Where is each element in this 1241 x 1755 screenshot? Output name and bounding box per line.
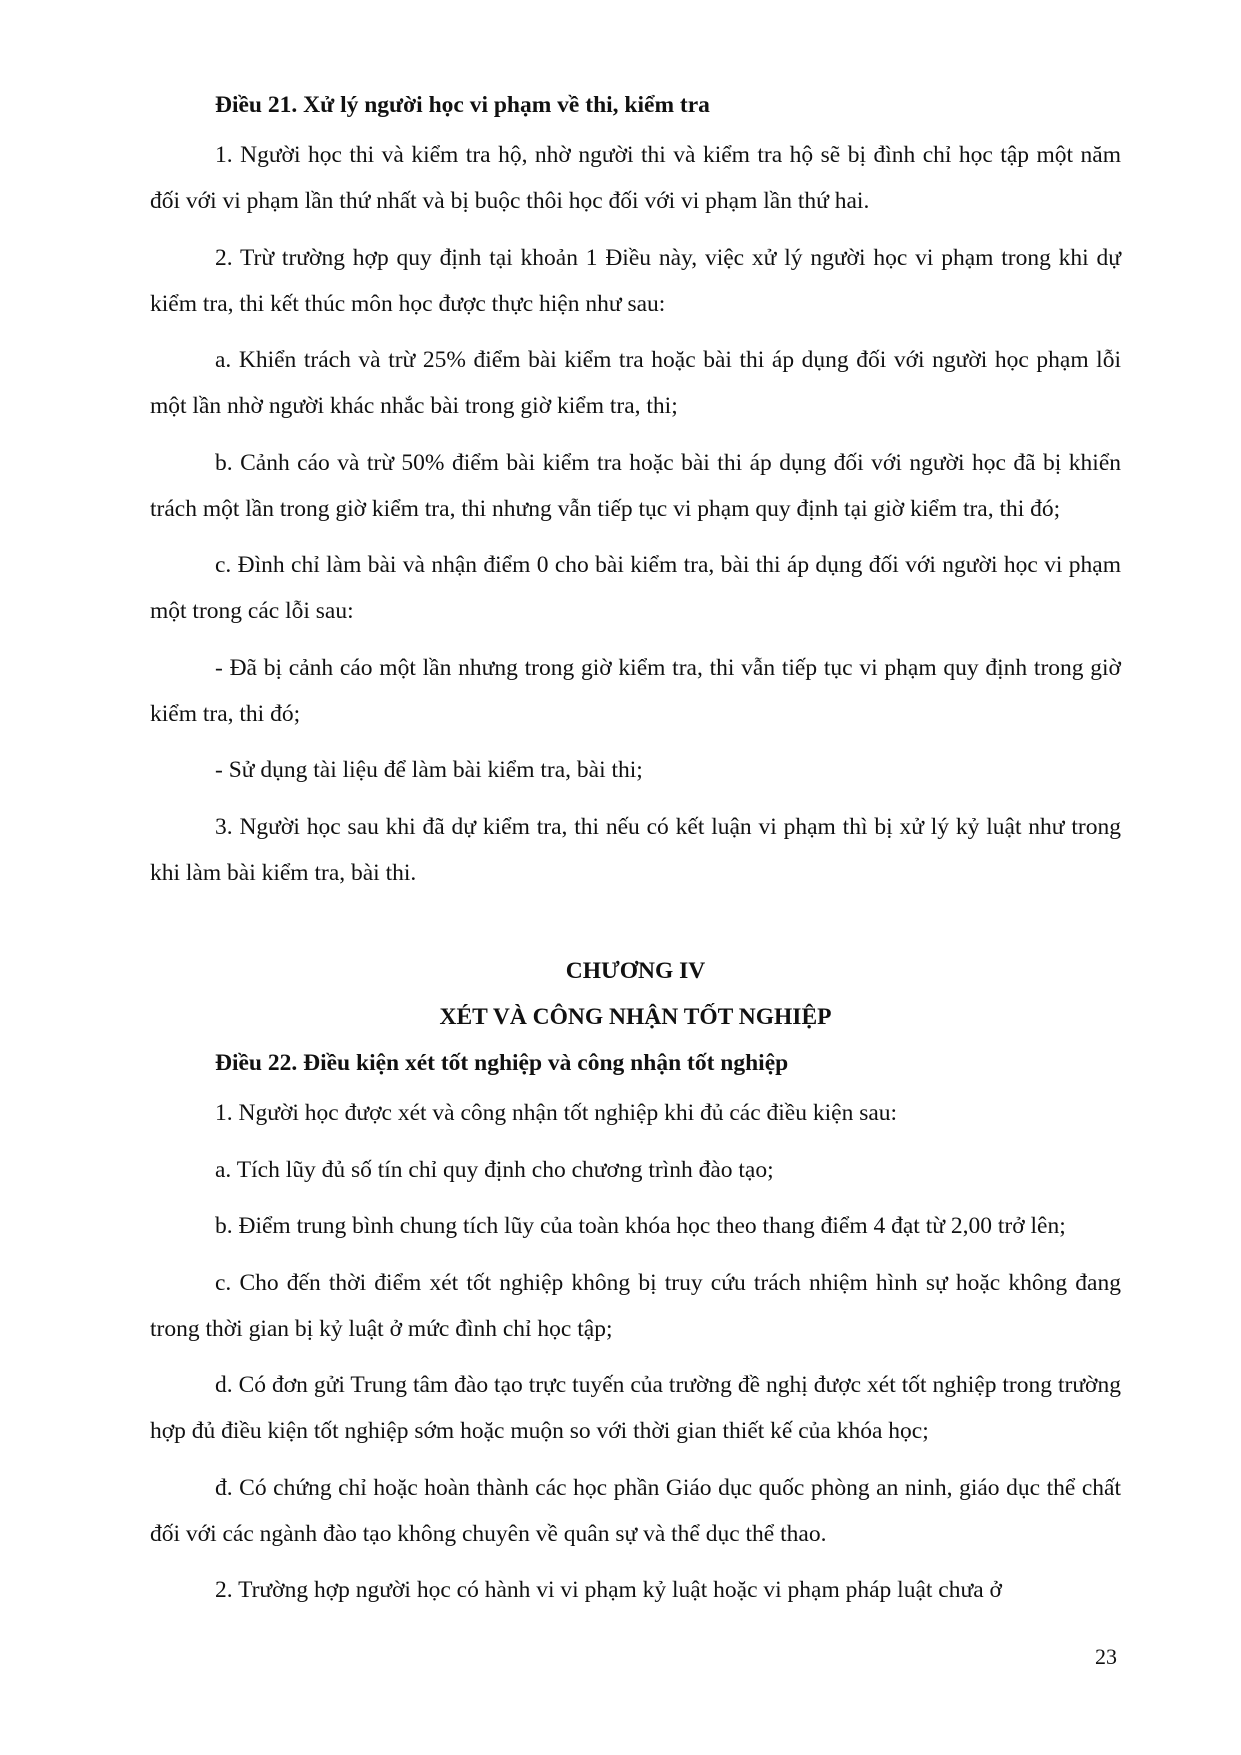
article-21-clause-2c-item-2: - Sử dụng tài liệu để làm bài kiểm tra, bài thi;	[215, 757, 643, 783]
chapter-number: CHƯƠNG IV	[565, 958, 706, 984]
article-21-clause-2c-item-1: - Đã bị cảnh cáo một lần nhưng trong giờ kiểm tra, thi vẫn tiếp tục vi phạm quy định trong giờ kiểm tra, thi đó;	[150, 654, 1121, 727]
article-21-clause-2c: c. Đình chỉ làm bài và nhận điểm 0 cho bài kiểm tra, bài thi áp dụng đối với người học vi phạm một trong các lỗi sau:	[150, 552, 1121, 624]
chapter-title: XÉT VÀ CÔNG NHẬN TỐT NGHIỆP	[439, 1004, 832, 1030]
article-22-clause-2: 2. Trường hợp người học có hành vi vi phạm kỷ luật hoặc vi phạm pháp luật chưa ở	[215, 1577, 1002, 1603]
article-22-heading: Điều 22. Điều kiện xét tốt nghiệp và công nhận tốt nghiệp	[215, 1050, 789, 1076]
article-22-clause-1b: b. Điểm trung bình chung tích lũy của toàn khóa học theo thang điểm 4 đạt từ 2,00 trở lên;	[215, 1213, 1066, 1239]
article-22-clause-1c: c. Cho đến thời điểm xét tốt nghiệp không bị truy cứu trách nhiệm hình sự hoặc không đang trong thời gian bị kỷ luật ở mức đình chỉ học tập;	[150, 1269, 1121, 1342]
article-21-clause-1: 1. Người học thi và kiểm tra hộ, nhờ người thi và kiểm tra hộ sẽ bị đình chỉ học tập một năm đối với vi phạm lần thứ nhất và bị buộc thôi học đối với vi phạm lần thứ hai.	[150, 142, 1121, 214]
section-gap	[150, 906, 1121, 948]
article-21-clause-2b: b. Cảnh cáo và trừ 50% điểm bài kiểm tra hoặc bài thi áp dụng đối với người học đã bị khiển trách một lần trong giờ kiểm tra, thi nhưng vẫn tiếp tục vi phạm quy định tại giờ kiểm tra, thi đó;	[150, 449, 1121, 522]
article-21-heading: Điều 21. Xử lý người học vi phạm về thi, kiểm tra	[215, 92, 710, 118]
article-22-clause-1dd: đ. Có chứng chỉ hoặc hoàn thành các học phần Giáo dục quốc phòng an ninh, giáo dục thể chất đối với các ngành đào tạo không chuyên về quân sự và thể dục thể thao.	[150, 1474, 1121, 1547]
body-text	[150, 82, 1121, 1624]
article-22-clause-1: 1. Người học được xét và công nhận tốt nghiệp khi đủ các điều kiện sau:	[215, 1100, 898, 1126]
article-22-clause-1a: a. Tích lũy đủ số tín chỉ quy định cho chương trình đào tạo;	[215, 1156, 774, 1183]
article-21-clause-3: 3. Người học sau khi đã dự kiểm tra, thi nếu có kết luận vi phạm thì bị xử lý kỷ luật như trong khi làm bài kiểm tra, bài thi.	[150, 813, 1121, 886]
article-21-clause-2a: a. Khiển trách và trừ 25% điểm bài kiểm tra hoặc bài thi áp dụng đối với người học phạm lỗi một lần nhờ người khác nhắc bài trong giờ kiểm tra, thi;	[150, 347, 1121, 419]
page-number: 23	[1095, 1644, 1117, 1669]
article-22-clause-1d: d. Có đơn gửi Trung tâm đào tạo trực tuyến của trường đề nghị được xét tốt nghiệp trong trường hợp đủ điều kiện tốt nghiệp sớm hoặc muộn so với thời gian thiết kế của khóa học;	[150, 1372, 1121, 1444]
article-21-clause-2: 2. Trừ trường hợp quy định tại khoản 1 Điều này, việc xử lý người học vi phạm trong khi dự kiểm tra, thi kết thúc môn học được thực hiện như sau:	[150, 244, 1121, 317]
